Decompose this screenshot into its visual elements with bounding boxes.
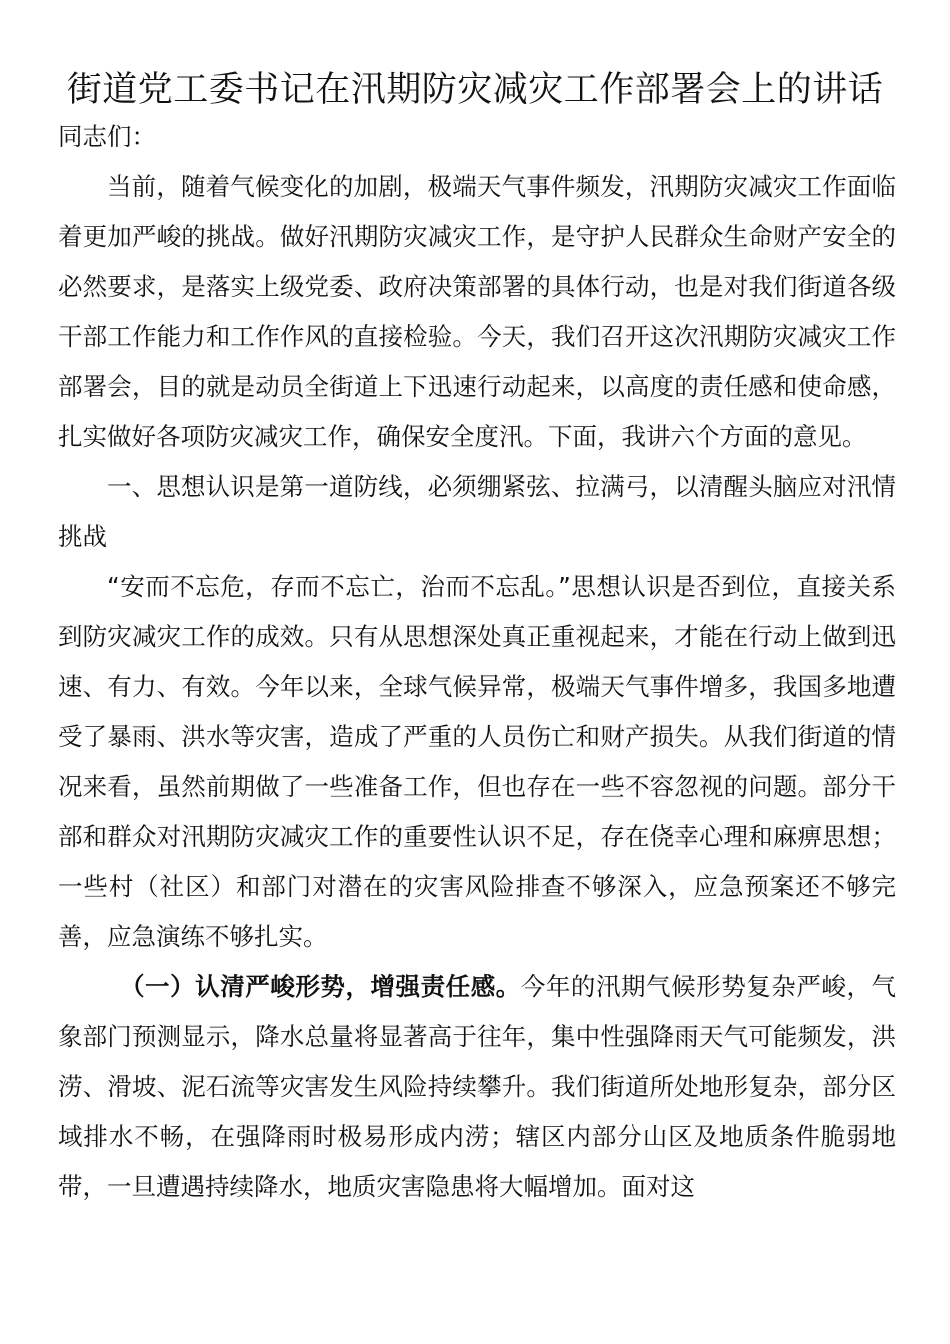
subsection-one-body: 今年的汛期气候形势复杂严峻，气象部门预测显示，降水总量将显著高于往年，集中性强降雨天气可能频发，洪涝、滑坡、泥石流等灾害发生风险持续攀升。我们街道所处地形复杂，部分区域排水不畅，在强降雨时极易形成内涝；辖区内部分山区及地质条件脆弱地带，一旦遭遇持续降水，地质灾害隐患将大幅增加。面对这	[58, 972, 897, 1201]
salutation: 同志们：	[58, 122, 156, 151]
section-one-heading: 一、思想认识是第一道防线，必须绷紧弦、拉满弓，以清醒头脑应对汛情挑战	[58, 472, 896, 551]
subsection-one-heading: （一）认清严峻形势，增强责任感。	[120, 972, 521, 1001]
section-one-paragraph: “安而不忘危，存而不忘亡，治而不忘乱。”思想认识是否到位，直接关系到防灾减灾工作的成效。只有从思想深处真正重视起来，才能在行动上做到迅速、有力、有效。今年以来，全球气候异常，极端天气事件增多，我国多地遭受了暴雨、洪水等灾害，造成了严重的人员伤亡和财产损失。从我们街道的情况来看，虽然前期做了一些准备工作，但也存在一些不容忽视的问题。部分干部和群众对汛期防灾减灾工作的重要性认识不足，存在侥幸心理和麻痹思想；一些村（社区）和部门对潜在的灾害风险排查不够深入，应急预案还不够完善，应急演练不够扎实。	[58, 572, 896, 951]
document-body	[58, 112, 896, 1212]
intro-paragraph: 当前，随着气候变化的加剧，极端天气事件频发，汛期防灾减灾工作面临着更加严峻的挑战。做好汛期防灾减灾工作，是守护人民群众生命财产安全的必然要求，是落实上级党委、政府决策部署的具体行动，也是对我们街道各级干部工作能力和工作作风的直接检验。今天，我们召开这次汛期防灾减灾工作部署会，目的就是动员全街道上下迅速行动起来，以高度的责任感和使命感，扎实做好各项防灾减灾工作，确保安全度汛。下面，我讲六个方面的意见。	[58, 172, 896, 451]
document-title: 街道党工委书记在汛期防灾减灾工作部署会上的讲话	[66, 70, 884, 110]
subsection-one-paragraph	[58, 962, 896, 1212]
